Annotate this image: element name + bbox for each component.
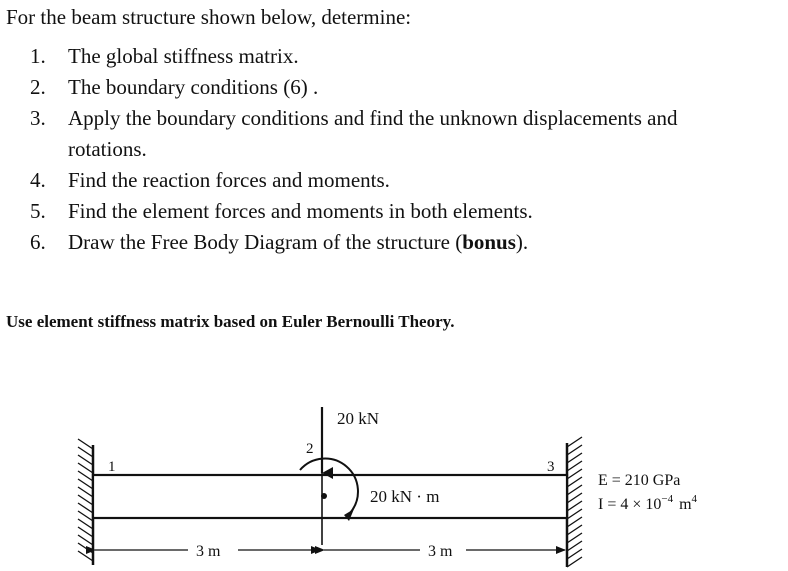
- task-number: 1.: [30, 44, 46, 68]
- inertia-label: [598, 493, 698, 513]
- span-left-label: 3 m: [196, 543, 221, 560]
- beam: [93, 475, 567, 518]
- task-text: Find the reaction forces and moments.: [68, 168, 390, 192]
- task-number: 6.: [30, 230, 46, 254]
- task-item: [28, 165, 677, 196]
- problem-intro: For the beam structure shown below, determine:: [6, 5, 412, 29]
- task-text: Draw the Free Body Diagram of the structure (: [68, 230, 463, 254]
- force-label: 20 kN: [337, 409, 380, 428]
- task-item: [28, 196, 677, 227]
- moment-label: 20 kN · m: [370, 487, 440, 506]
- inertia-unit: m: [679, 496, 692, 513]
- task-number: 4.: [30, 168, 46, 192]
- inertia-base: I = 4 × 10: [598, 496, 662, 513]
- task-item: [28, 72, 677, 103]
- task-number: 5.: [30, 199, 46, 223]
- task-text: The boundary conditions (6) .: [68, 75, 319, 99]
- left-fixed-support: [78, 439, 93, 565]
- task-item: [28, 41, 677, 72]
- task-number: 2.: [30, 75, 46, 99]
- node-2-label: 2: [306, 441, 314, 457]
- moment-center-dot: [321, 493, 327, 499]
- theory-note: Use element stiffness matrix based on Euler Bernoulli Theory.: [6, 312, 455, 331]
- task-number: 3.: [30, 106, 46, 130]
- dimension-right: [324, 543, 565, 560]
- span-right-label: 3 m: [428, 543, 453, 560]
- task-text: Find the element forces and moments in both elements.: [68, 199, 533, 223]
- node-3-label: 3: [547, 459, 555, 475]
- node-1-label: 1: [108, 459, 116, 475]
- task-list: [28, 41, 677, 258]
- modulus-label: E = 210 GPa: [598, 472, 681, 489]
- dimension-left: [95, 543, 320, 560]
- beam-figure: [0, 395, 788, 571]
- task-text-continued: rotations.: [68, 137, 147, 161]
- bonus-text: bonus: [462, 230, 516, 254]
- task-item: [28, 103, 677, 165]
- task-text-end: ).: [515, 230, 529, 254]
- inertia-exponent: −4: [661, 493, 674, 505]
- right-fixed-support: [567, 437, 582, 567]
- task-text: The global stiffness matrix.: [68, 44, 299, 68]
- task-item: [28, 227, 677, 258]
- task-text: Apply the boundary conditions and find the unknown displacements and: [68, 106, 678, 130]
- inertia-unit-exponent: 4: [691, 493, 698, 505]
